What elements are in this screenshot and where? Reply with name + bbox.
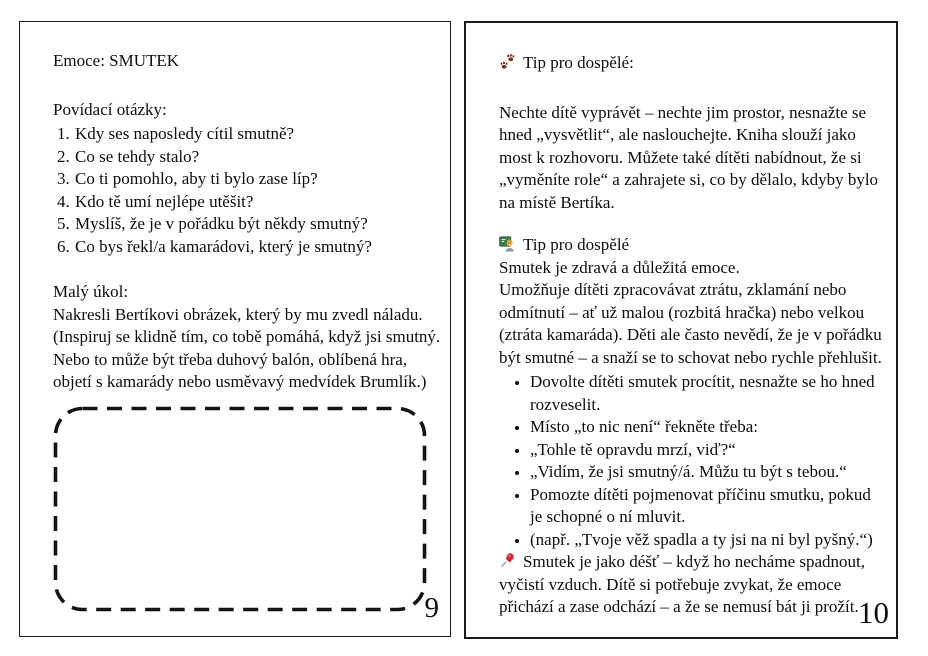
tip2-bullet-item: • Místo „to nic není“ řekněte třeba:: [530, 416, 884, 439]
tip2-bullet-list: [499, 371, 884, 551]
note-line: přichází a zase odchází – a že se nemusí bát ji prožít.: [499, 597, 859, 616]
note-line: vyčistí vzduch. Dítě si potřebuje zvykat, že emoce: [499, 574, 842, 594]
question-item: 5. Myslíš, že je v pořádku být někdy smutný?: [74, 213, 438, 236]
tip1-body-line: na místě Bertíka.: [499, 192, 615, 212]
note-first-row: [499, 551, 884, 574]
task-text-line: objetí s kamarády nebo usměvavý medvídek Brumlík.): [53, 372, 427, 391]
tip2-heading: Tip pro dospělé: [523, 235, 630, 254]
tip1-body-line: „vyměníte role“ a zahrajete si, co by dělalo, kdyby bylo: [499, 170, 879, 189]
question-item: 6. Co bys řekl/a kamarádovi, který je smutný?: [74, 236, 438, 259]
tip2-intro: [499, 257, 884, 370]
tip1-body-line: hned „vysvětlit“, ale naslouchejte. Kniha slouží jako: [499, 125, 856, 144]
tip2-bullet-item: • „Tohle tě opravdu mrzí, viď?“: [530, 439, 884, 462]
tip2-intro-line: být smutné – a snaží se to schovat nebo rychle přehlušit.: [499, 347, 882, 367]
note-rest: [499, 574, 884, 619]
task-heading: Malý úkol:: [53, 282, 129, 301]
page-title: Emoce: SMUTEK: [53, 51, 180, 70]
tip1-heading-row: [499, 52, 884, 75]
questions-list: [53, 123, 438, 258]
question-item: 2. Co se tehdy stalo?: [74, 146, 438, 169]
question-item: 1. Kdy ses naposledy cítil smutně?: [74, 123, 438, 146]
tip2-bullet-item: • Pomozte dítěti pojmenovat příčinu smutku, pokud je schopné o ní mluvit.: [530, 484, 884, 529]
questions-heading: Povídací otázky:: [53, 99, 167, 119]
question-item: 4. Kdo tě umí nejlépe utěšit?: [74, 191, 438, 214]
tip2-bullet-item: • Dovolte dítěti smutek procítit, nesnažte se ho hned rozveselit.: [530, 371, 884, 416]
tip2-bullet-item: • (např. „Tvoje věž spadla a ty jsi na ni byl pyšný.“): [530, 529, 884, 552]
tip1-body-line: Nechte dítě vyprávět – nechte jim prostor, nesnažte se: [499, 102, 867, 122]
tip1-body-line: most k rozhovoru. Můžete také dítěti nabídnout, že si: [499, 147, 862, 167]
tip2-intro-line: Umožňuje dítěti zpracovávat ztrátu, zklamání nebo: [499, 280, 847, 299]
task-text: [53, 304, 441, 394]
paw-prints-icon: [499, 53, 516, 70]
tip2-intro-line: (ztráta kamaráda). Děti ale často nevědí, že je v pořádku: [499, 325, 882, 344]
note-paragraph: [499, 551, 884, 619]
pushpin-icon: [499, 552, 516, 569]
worksheet-page-9: [19, 21, 451, 637]
teacher-icon: [499, 235, 516, 252]
page-number: 9: [424, 592, 439, 624]
question-item: 3. Co ti pomohlo, aby ti bylo zase líp?: [74, 168, 438, 191]
tip2-heading-row: [499, 234, 884, 257]
drawing-area: [53, 406, 427, 612]
tip2-bullet-item: • „Vidím, že jsi smutný/á. Můžu tu být s tebou.“: [530, 461, 884, 484]
tip2-intro-line: odmítnutí – ať už malou (rozbitá hračka) nebo velkou: [499, 302, 865, 322]
task-text-line: Nakresli Bertíkovi obrázek, který by mu zvedl náladu.: [53, 304, 423, 324]
page-number: 10: [858, 595, 889, 630]
task-text-line: Nebo to může být třeba duhový balón, oblíbená hra,: [53, 349, 408, 369]
worksheet-page-10: [464, 21, 898, 639]
note-line-1: Smutek je jako déšť – když ho necháme spadnout,: [523, 552, 865, 571]
tip1-body: [499, 102, 884, 215]
task-text-line: (Inspiruj se klidně tím, co tobě pomáhá, když jsi smutný.: [53, 327, 441, 346]
tip2-intro-line: Smutek je zdravá a důležitá emoce.: [499, 257, 740, 277]
tip1-heading: Tip pro dospělé:: [523, 53, 634, 72]
